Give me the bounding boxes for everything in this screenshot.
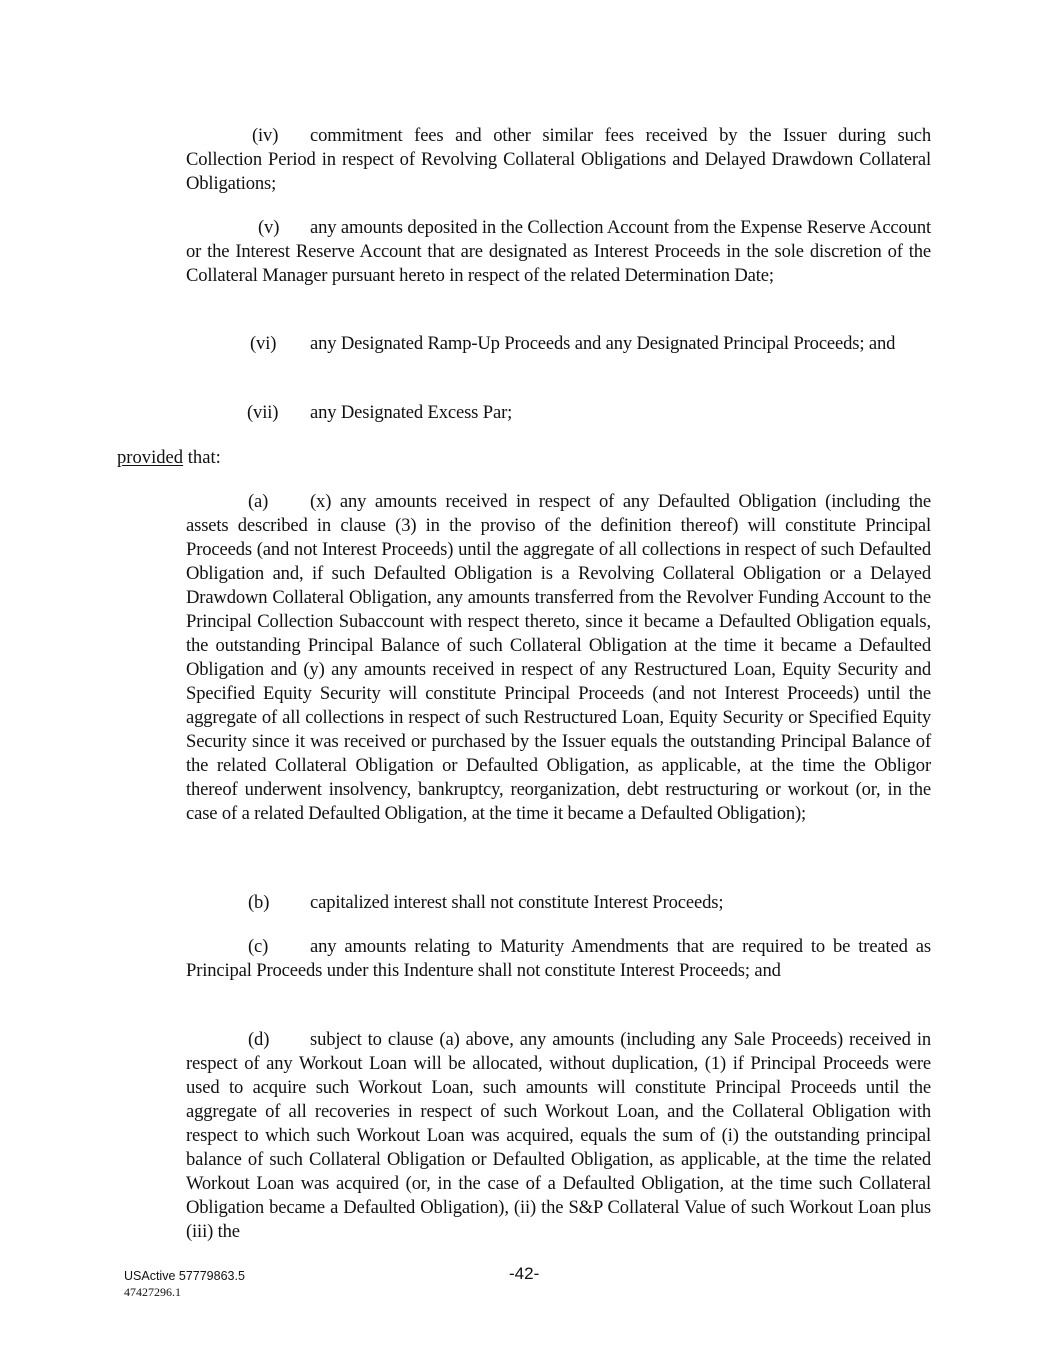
clause-label: (vii) bbox=[247, 402, 279, 423]
proviso-label: (a) bbox=[248, 491, 269, 512]
proviso-d bbox=[186, 1028, 931, 1244]
provided-that-heading bbox=[117, 446, 221, 470]
proviso-a bbox=[186, 490, 931, 826]
clause-text: any amounts deposited in the Collection Account from the Expense Reserve Account or the Interest Reserve Account that are designated as Interest Proceeds in the sole discretion of the Collateral Manager pursuant hereto in respect of the related Determination Date; bbox=[186, 217, 931, 286]
proviso-text: (x) any amounts received in respect of any Defaulted Obligation (including the assets described in clause (3) in the proviso of the definition thereof) will constitute Principal Proceeds (and not Interest Proceeds) until the aggregate of all collections in respect of such Defaulted Obligation and, if such Defaulted Obligation is a Revolving Collateral Obligation or a Delayed Drawdown Collateral Obligation, any amounts transferred from the Revolver Funding Account to the Principal Collection Subaccount with respect thereto, since it became a Defaulted Obligation equals, the outstanding Principal Balance of such Collateral Obligation at the time it became a Defaulted Obligation and (y) any amounts received in respect of any Restructured Loan, Equity Security and Specified Equity Security will constitute Principal Proceeds (and not Interest Proceeds) until the aggregate of all collections in respect of such Restructured Loan, Equity Security or Specified Equity Security since it was received or purchased by the Issuer equals the outstanding Principal Balance of the related Collateral Obligation or Defaulted Obligation, as applicable, at the time the Obligor thereof underwent insolvency, bankruptcy, reorganization, debt restructuring or workout (or, in the case of a related Defaulted Obligation, at the time it became a Defaulted Obligation); bbox=[186, 491, 931, 824]
footer-doc-ids bbox=[124, 1268, 245, 1300]
proviso-text: any amounts relating to Maturity Amendments that are required to be treated as Principal Proceeds under this Indenture shall not constitute Interest Proceeds; and bbox=[186, 936, 931, 981]
proviso-c bbox=[186, 935, 931, 983]
clause-text: any Designated Ramp-Up Proceeds and any Designated Principal Proceeds; and bbox=[310, 333, 896, 354]
proviso-label: (d) bbox=[248, 1029, 270, 1050]
clause-label: (vi) bbox=[250, 333, 277, 354]
proviso-text: capitalized interest shall not constitute Interest Proceeds; bbox=[310, 892, 724, 913]
provided-rest: that: bbox=[183, 447, 221, 468]
page-number: -42- bbox=[509, 1264, 540, 1283]
proviso-label: (b) bbox=[248, 892, 270, 913]
clause-label: (iv) bbox=[252, 125, 279, 146]
provided-underlined: provided bbox=[117, 447, 184, 468]
clause-vi bbox=[186, 332, 931, 356]
clause-iv bbox=[186, 124, 931, 196]
clause-text: commitment fees and other similar fees received by the Issuer during such Collection Period in respect of Revolving Collateral Obligations and Delayed Drawdown Collateral Obligations; bbox=[186, 125, 931, 194]
clause-vii bbox=[186, 401, 931, 425]
proviso-label: (c) bbox=[248, 936, 269, 957]
footer-doc-sub-id: 47427296.1 bbox=[124, 1285, 181, 1299]
clause-label: (v) bbox=[258, 217, 280, 238]
footer-doc-id: USActive 57779863.5 bbox=[124, 1269, 245, 1283]
proviso-text: subject to clause (a) above, any amounts (including any Sale Proceeds) received in respect of any Workout Loan will be allocated, without duplication, (1) if Principal Proceeds were used to acquire such Workout Loan, such amounts will constitute Principal Proceeds until the aggregate of all recoveries in respect of such Workout Loan, and the Collateral Obligation with respect to which such Workout Loan was acquired, equals the sum of (i) the outstanding principal balance of such Collateral Obligation or Defaulted Obligation, as applicable, at the time the related Workout Loan was acquired (or, in the case of a Defaulted Obligation, at the time such Collateral Obligation became a Defaulted Obligation), (ii) the S&P Collateral Value of such Workout Loan plus (iii) the bbox=[186, 1029, 931, 1242]
proviso-b bbox=[186, 891, 931, 915]
clause-text: any Designated Excess Par; bbox=[310, 402, 513, 423]
clause-v bbox=[186, 216, 931, 288]
